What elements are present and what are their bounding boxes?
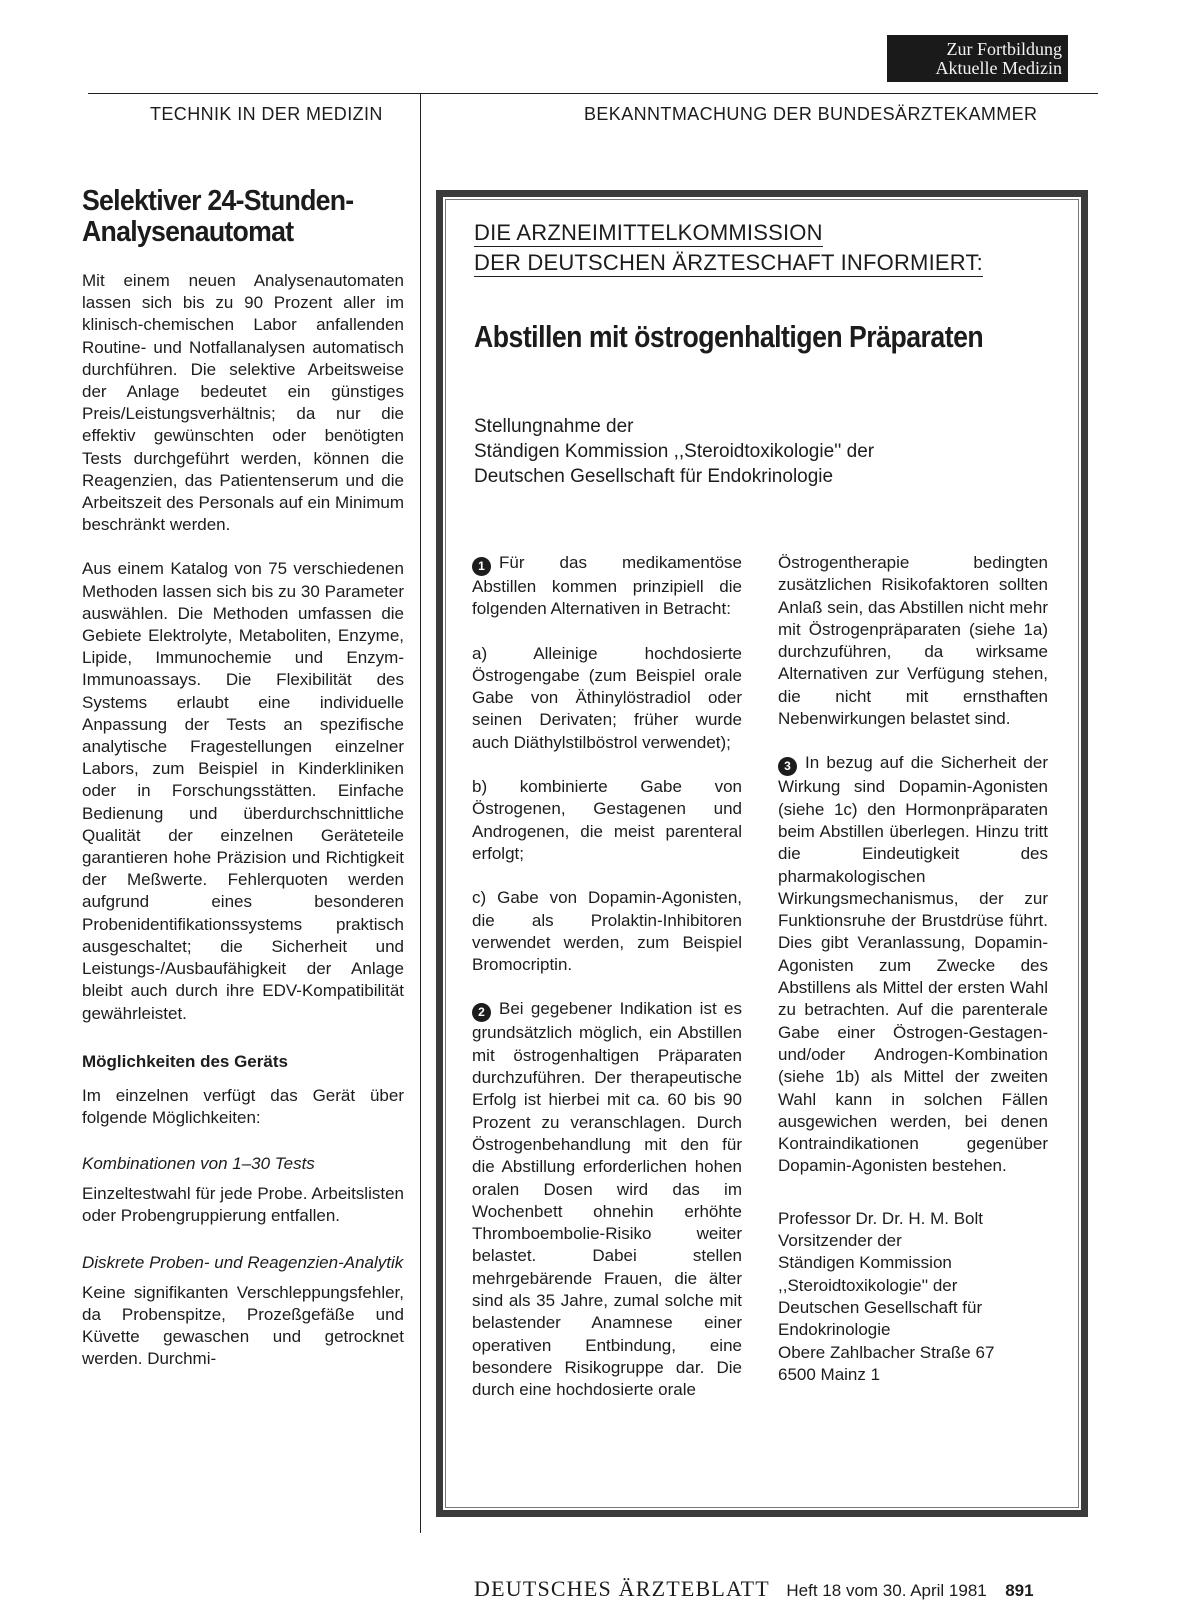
signature-line-4: ,,Steroidtoxikologie'' der (778, 1275, 958, 1295)
article-paragraph-2: Aus einem Katalog von 75 verschiedenen Methoden lassen sich bis zu 30 Parameter auswählen. Die Methoden umfassen die Gebiete Elektrolyte, Metaboliten, Enzyme, Lipide, Immunochemie und Enzym-Immunoassays. Die Flexibilität des Systems erlaubt eine individuelle Anpassung der Tests an spezifische analytische Fragestellungen einzelner Labors, zum Beispiel in Kinderkliniken oder in Forschungsstätten. Einfache Bedienung und überdurchschnittliche Qualität der einzelnen Geräteteile garantieren hohe Präzision und Richtigkeit der Meßwerte. Fehlerquoten werden aufgrund eines besonderen Probenidentifikationssystems praktisch ausgeschaltet; die Sicherheit und Leistungs-/Ausbaufähigkeit der Anlage bleibt auch durch ihre EDV-Kompatibilität gewährleistet. (82, 559, 404, 1023)
signature-block (778, 1208, 1048, 1386)
signature-name: Professor Dr. Dr. H. M. Bolt (778, 1208, 983, 1228)
article-subheading: Möglichkeiten des Geräts (82, 1051, 288, 1071)
signature-line-3: Ständigen Kommission (778, 1253, 952, 1273)
badge-line-1: Zur Fortbildung (946, 39, 1062, 59)
point-3 (778, 752, 1048, 1177)
section-badge (887, 35, 1068, 82)
feature-text-1: Einzeltestwahl für jede Probe. Arbeitslisten oder Probengruppierung entfallen. (82, 1184, 404, 1226)
point-1 (472, 552, 742, 621)
statement-line-3: Deutschen Gesellschaft für Endokrinologie (474, 466, 834, 487)
point-2-continued: Östrogentherapie bedingten zusätzlichen Risikofaktoren sollten Anlaß sein, das Abstillen nicht mehr mit Östrogenpräparaten (siehe 1a) durchzuführen, da wirksame Alternativen zur Verfügung stehen, die nicht mit ernsthaften Nebenwirkungen belastet sind. (778, 553, 1048, 729)
announcement-headline: Abstillen mit östrogenhaltigen Präparaten (474, 319, 984, 354)
feature-title-1: Kombinationen von 1–30 Tests (82, 1154, 315, 1174)
commission-heading-line-2: DER DEUTSCHEN ÄRZTESCHAFT INFORMIERT: (474, 250, 983, 275)
left-article (82, 186, 404, 1370)
statement-line-1: Stellungnahme der (474, 416, 634, 437)
column-divider (420, 93, 421, 1533)
badge-line-2: Aktuelle Medizin (935, 58, 1062, 78)
feature-text-2: Keine signifikanten Verschleppungsfehler, da Probenspitze, Prozeßgefäße und Küvette gewaschen und getrocknet werden. Durchmi- (82, 1282, 404, 1369)
article-paragraph-3: Im einzelnen verfügt das Gerät über folgende Möglichkeiten: (82, 1085, 404, 1127)
article-title-line-2: Analysenautomat (82, 216, 294, 248)
article-title (82, 186, 378, 248)
page-footer (474, 1576, 1034, 1602)
article-title-line-1: Selektiver 24-Stunden- (82, 185, 354, 217)
number-2-icon: 2 (472, 1003, 491, 1022)
top-rule (88, 93, 1098, 94)
magazine-name: DEUTSCHES ÄRZTEBLATT (474, 1576, 770, 1601)
alternative-c: c) Gabe von Dopamin-Agonisten, die als Prolaktin-Inhibitoren verwendet werden, zum Beispiel Bromocriptin. (472, 888, 742, 975)
article-paragraph-1: Mit einem neuen Analysenautomaten lassen sich bis zu 90 Prozent aller im klinisch-chemischen Labor anfallenden Routine- und Notfallanalysen automatisch durchführen. Die selektive Arbeitsweise der Anlage bedeutet ein günstiges Preis/Leistungsverhältnis; da nur die effektiv gewünschten oder benötigten Tests durchgeführt werden, können die Reagenzien, das Patientenserum und die Arbeitszeit des Personals auf ein Minimum beschränkt werden. (82, 271, 404, 535)
point-2-text: Bei gegebener Indikation ist es grundsätzlich möglich, ein Abstillen mit östrogenhaltigen Präparaten durchzuführen. Der therapeutische Erfolg ist hierbei mit ca. 60 bis 90 Prozent zu veranschlagen. Durch Östrogenbehandlung mit den für die Abstillung erforderlichen hohen oralen Dosen wird das im Wochenbett ohnehin erhöhte Thromboembolie-Risiko weiter belastet. Dabei stellen mehrgebärende Frauen, die älter sind als 35 Jahre, zumal solche mit belastender Anamnese einer operativen Entbindung, eine besondere Risikogruppe dar. Die durch eine hochdosierte orale (472, 999, 742, 1400)
point-3-text: In bezug auf die Sicherheit der Wirkung sind Dopamin-Agonisten (siehe 1c) den Hormonpräparaten beim Abstillen überlegen. Hinzu tritt die Eindeutigkeit des pharmakologischen Wirkungsmechanismus, der zur Funktionsruhe der Brustdrüse führt. Dies gibt Veranlassung, Dopamin-Agonisten zum Zwecke des Abstillens als Mittel der ersten Wahl zu betrachten. Auf die parenterale Gabe einer Östrogen-Gestagen- und/oder Androgen-Kombination (siehe 1b) als Mittel der zweiten Wahl kann in solchen Fällen ausgewichen werden, bei denen Kontraindikationen gegenüber Dopamin-Agonisten bestehen. (778, 753, 1048, 1176)
section-label-left: TECHNIK IN DER MEDIZIN (150, 104, 383, 124)
statement-line-2: Ständigen Kommission ,,Steroidtoxikologie'' der (474, 441, 875, 462)
point-1-text: Für das medikamentöse Abstillen kommen prinzipiell die folgenden Alternativen in Betracht: (472, 553, 742, 619)
page-number: 891 (1005, 1581, 1034, 1600)
commission-heading (474, 218, 1064, 278)
point-2 (472, 998, 742, 1401)
signature-city: 6500 Mainz 1 (778, 1364, 881, 1384)
announcement-column-right (778, 552, 1048, 1386)
announcement-column-left (472, 552, 742, 1402)
alternative-b: b) kombinierte Gabe von Östrogenen, Gestagenen und Androgenen, die meist parenteral erfolgt; (472, 777, 742, 863)
feature-title-2: Diskrete Proben- und Reagenzien-Analytik (82, 1252, 404, 1272)
signature-line-5: Deutschen Gesellschaft für (778, 1297, 983, 1317)
signature-line-2: Vorsitzender der (778, 1231, 902, 1251)
section-label-right: BEKANNTMACHUNG DER BUNDESÄRZTEKAMMER (584, 104, 1038, 124)
number-3-icon: 3 (778, 757, 797, 776)
signature-line-6: Endokrinologie (778, 1320, 891, 1340)
number-1-icon: 1 (472, 557, 491, 576)
issue-info: Heft 18 vom 30. April 1981 (786, 1581, 987, 1600)
statement-block (474, 414, 1064, 489)
signature-address: Obere Zahlbacher Straße 67 (778, 1342, 995, 1362)
commission-heading-line-1: DIE ARZNEIMITTELKOMMISSION (474, 220, 823, 245)
alternative-a: a) Alleinige hochdosierte Östrogengabe (zum Beispiel orale Gabe von Äthinylöstradiol oder seinen Derivaten; früher wurde auch Diäthylstilböstrol verwendet); (472, 643, 742, 752)
